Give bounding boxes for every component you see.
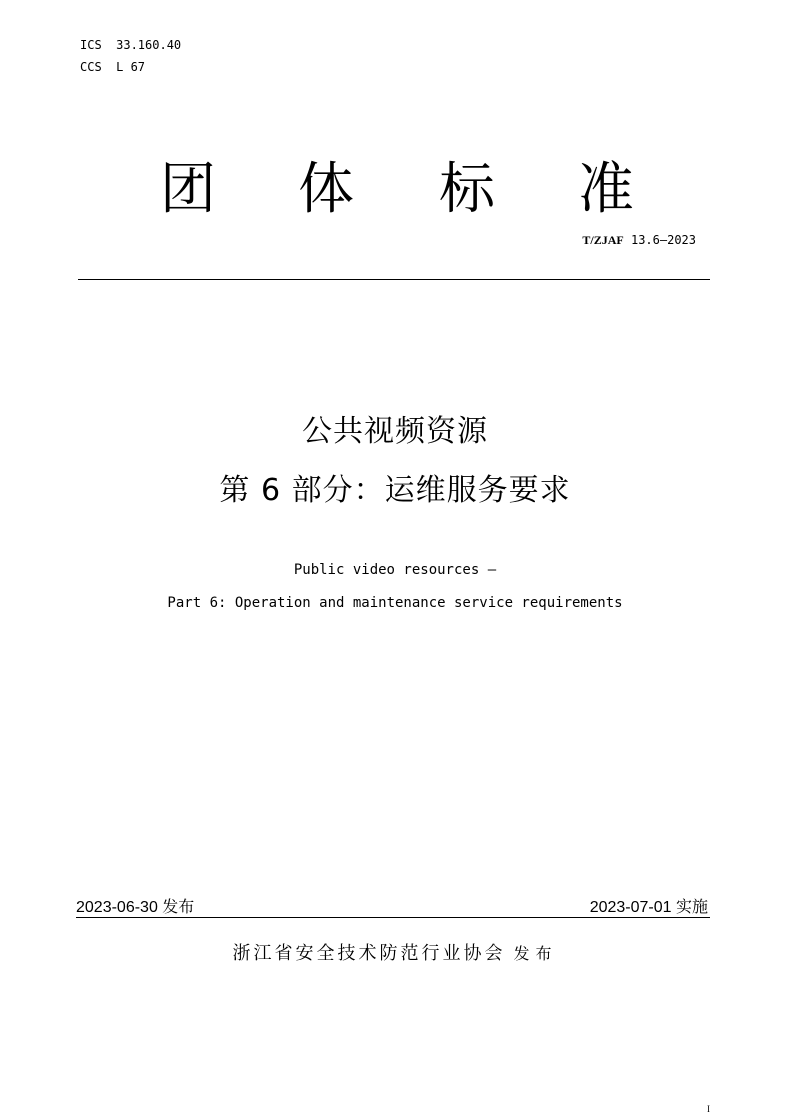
doc-type-char-2: 体: [298, 157, 354, 222]
standard-number-prefix: T/ZJAF: [582, 233, 624, 247]
date-divider: [76, 917, 710, 918]
title-english-main: Public video resources —: [293, 562, 497, 578]
standard-number: [582, 233, 696, 247]
publish-date: 2023-06-30 发布: [76, 899, 195, 916]
ccs-code: CCS L 67: [80, 60, 146, 74]
title-chinese-main: 公共视频资源: [302, 414, 488, 449]
doc-type-char-3: 标: [439, 157, 495, 222]
issuer-organization: 浙江省安全技术防范行业协会: [232, 943, 506, 964]
page-number: I: [707, 1104, 710, 1114]
doc-type-char-4: 准: [578, 157, 634, 222]
issuer-action: 发布: [513, 944, 558, 963]
effective-date: 2023-07-01 实施: [589, 899, 708, 916]
title-english-part: Part 6: Operation and maintenance service requirements: [167, 595, 623, 611]
doc-type-char-1: 团: [160, 157, 216, 222]
ics-code: ICS 33.160.40: [80, 38, 182, 52]
standard-number-code: 13.6—2023: [623, 233, 696, 247]
title-chinese-part: 第 6 部分：运维服务要求: [219, 473, 571, 508]
issuer-line: [0, 942, 790, 966]
header-divider: [78, 279, 710, 280]
